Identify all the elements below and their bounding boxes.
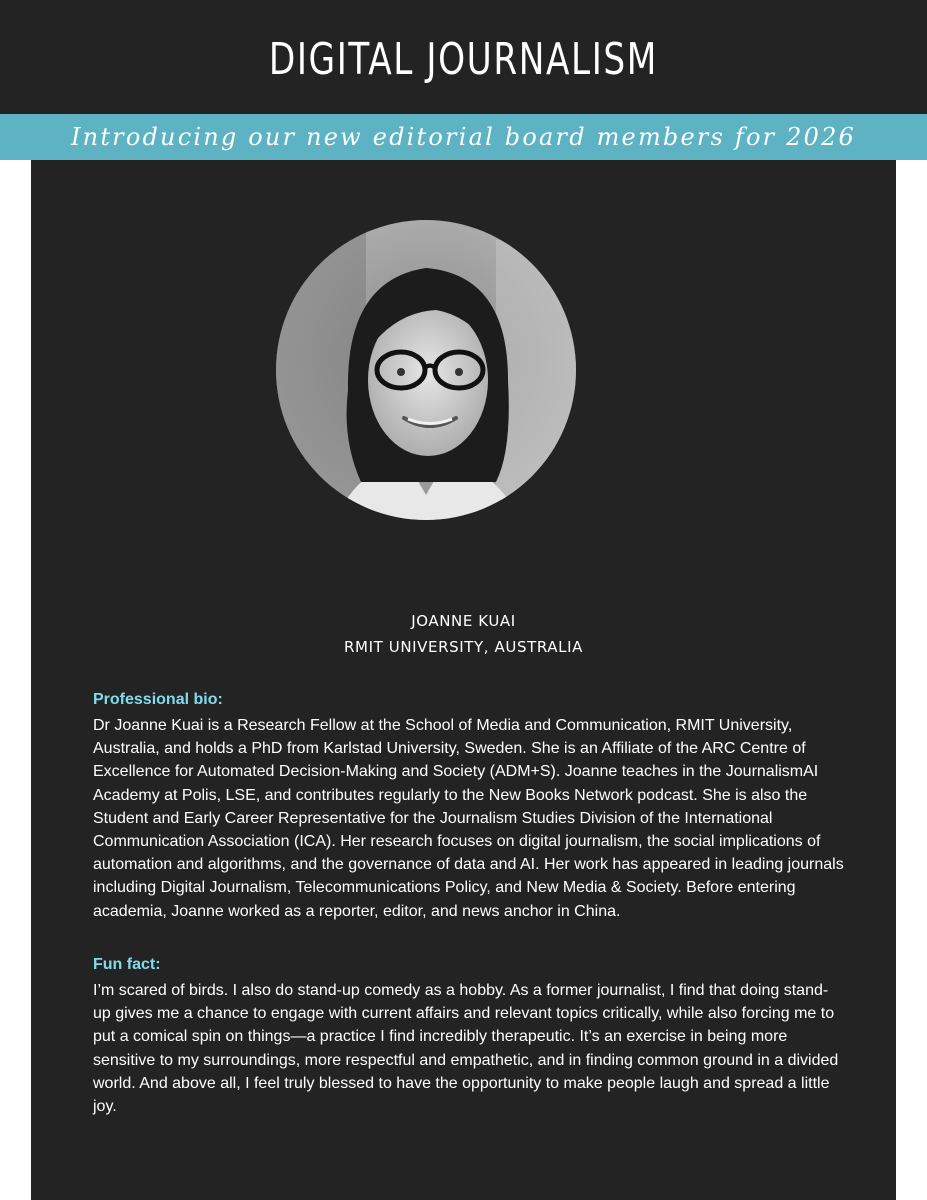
member-name: JOANNE KUAI [411,612,516,630]
announcement-banner [0,114,927,160]
bio-text: Dr Joanne Kuai is a Research Fellow at the School of Media and Communication, RMIT University, Australia, and holds a PhD from Karlstad University, Sweden. She is an Affiliate of the ARC Centre of Excellence for Automated Decision-Making and Society (ADM+S). Joanne teaches in the JournalismAI Academy at Polis, LSE, and contributes regularly to the New Books Network podcast. She is also the Student and Early Career Representative for the Journalism Studies Division of the International Communication Association (ICA). Her research focuses on digital journalism, the social implications of automation and algorithms, and the governance of data and AI. Her work has appeared in leading journals including Digital Journalism, Telecommunications Policy, and New Media & Society. Before entering academia, Joanne worked as a reporter, editor, and news anchor in China. [93,717,844,920]
portrait-photo [276,220,576,520]
fun-fact-text: I’m scared of birds. I also do stand-up comedy as a hobby. As a former journalist, I find that doing stand-up gives me a chance to engage with current affairs and relevant topics critically, while also forcing me to put a comical spin on things—a practice I find incredibly therapeutic. It’s an exercise in being more sensitive to my surroundings, more respectful and empathetic, and in finding common ground in a divided world. And above all, I feel truly blessed to have the opportunity to make people laugh and spread a little joy. [93,982,839,1116]
page-title: DIGITAL JOURNALISM [268,33,659,85]
banner-text: Introducing our new editorial board members for 2026 [70,123,857,151]
fun-fact-heading: Fun fact: [93,956,161,973]
header-bar [0,0,927,114]
bio-heading: Professional bio: [93,691,223,708]
profile-panel [31,160,896,1200]
member-affiliation: RMIT UNIVERSITY, AUSTRALIA [344,638,583,656]
